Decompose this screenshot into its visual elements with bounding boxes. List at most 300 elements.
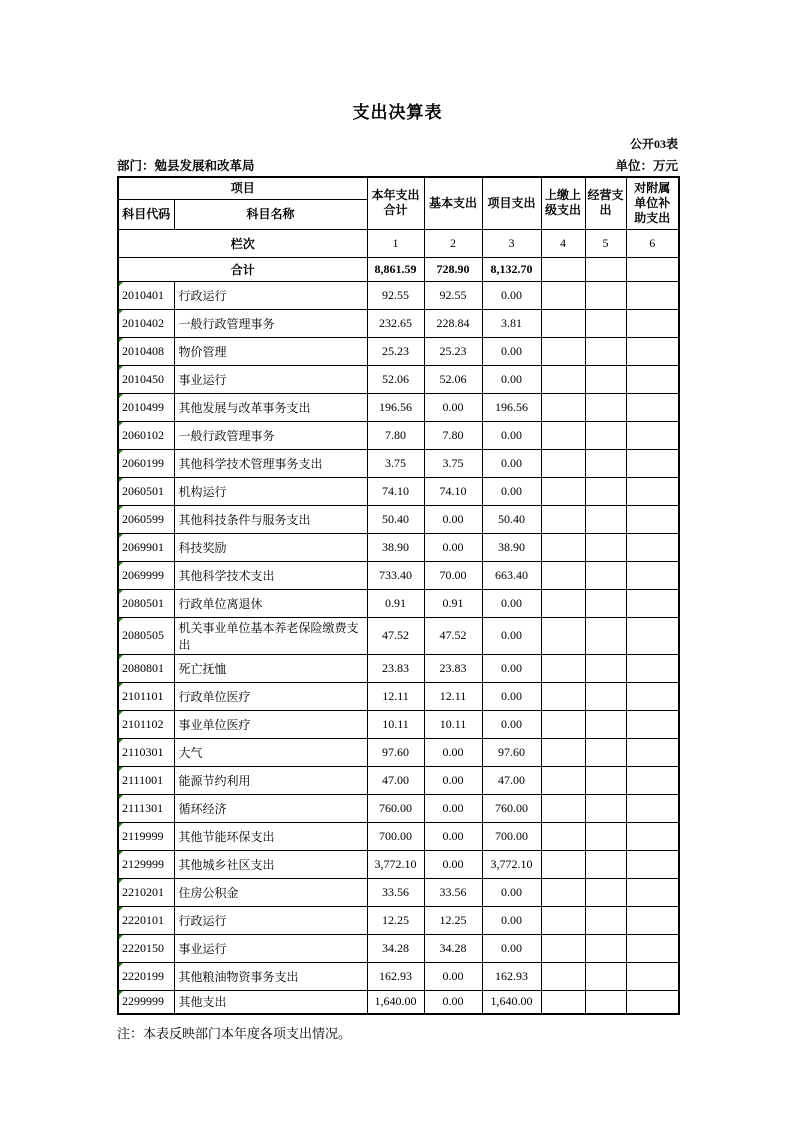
value-upper — [541, 682, 585, 710]
header-subject-code: 科目代码 — [118, 199, 174, 229]
value-operating — [585, 421, 626, 449]
subject-name: 机构运行 — [174, 477, 367, 505]
table-row — [118, 822, 679, 850]
subject-name: 事业运行 — [174, 934, 367, 962]
doc-code-label: 公开03表 — [629, 137, 678, 151]
excel-flag-icon — [119, 562, 123, 566]
value-subsidy — [626, 878, 679, 906]
value-operating — [585, 533, 626, 561]
value-upper — [541, 906, 585, 934]
header-col-subsidy: 对附属单位补助支出 — [626, 177, 679, 229]
table-row — [118, 990, 679, 1014]
subject-code: 2010450 — [122, 371, 164, 386]
excel-flag-icon — [119, 655, 123, 659]
table-body — [118, 281, 679, 1014]
excel-flag-icon — [119, 991, 123, 995]
table-row — [118, 477, 679, 505]
excel-flag-icon — [119, 338, 123, 342]
subject-code: 2010402 — [122, 315, 164, 330]
column-index-label: 栏次 — [118, 229, 367, 257]
subject-code-cell — [118, 682, 174, 710]
value-upper — [541, 477, 585, 505]
subject-name: 行政运行 — [174, 281, 367, 309]
value-current-total: 34.28 — [367, 934, 424, 962]
excel-flag-icon — [119, 851, 123, 855]
value-operating — [585, 365, 626, 393]
value-basic: 34.28 — [424, 934, 482, 962]
excel-flag-icon — [119, 711, 123, 715]
value-current-total: 33.56 — [367, 878, 424, 906]
value-current-total: 47.00 — [367, 766, 424, 794]
value-upper — [541, 337, 585, 365]
value-current-total: 162.93 — [367, 962, 424, 990]
excel-flag-icon — [119, 422, 123, 426]
table-row — [118, 533, 679, 561]
value-operating — [585, 990, 626, 1014]
value-basic: 23.83 — [424, 654, 482, 682]
subject-code-cell — [118, 589, 174, 617]
value-current-total: 38.90 — [367, 533, 424, 561]
value-project: 97.60 — [482, 738, 541, 766]
value-current-total: 760.00 — [367, 794, 424, 822]
value-upper — [541, 934, 585, 962]
subject-code: 2220199 — [122, 968, 164, 983]
department-label: 部门：勉县发展和改革局 — [117, 159, 255, 173]
subject-code-cell — [118, 617, 174, 654]
value-project: 3.81 — [482, 309, 541, 337]
value-upper — [541, 962, 585, 990]
header-row-1 — [118, 177, 679, 199]
value-project: 50.40 — [482, 505, 541, 533]
subject-name: 其他科学技术支出 — [174, 561, 367, 589]
total-label: 合计 — [118, 257, 367, 281]
value-upper — [541, 589, 585, 617]
excel-flag-icon — [119, 450, 123, 454]
subject-name: 其他粮油物资事务支出 — [174, 962, 367, 990]
value-basic: 228.84 — [424, 309, 482, 337]
table-row — [118, 878, 679, 906]
value-upper — [541, 449, 585, 477]
value-subsidy — [626, 654, 679, 682]
value-operating — [585, 281, 626, 309]
subject-code-cell — [118, 934, 174, 962]
excel-flag-icon — [119, 963, 123, 967]
value-subsidy — [626, 850, 679, 878]
table-row — [118, 505, 679, 533]
subject-name: 其他科技条件与服务支出 — [174, 505, 367, 533]
value-current-total: 23.83 — [367, 654, 424, 682]
value-upper — [541, 822, 585, 850]
value-upper — [541, 281, 585, 309]
value-current-total: 74.10 — [367, 477, 424, 505]
table-row — [118, 617, 679, 654]
value-basic: 0.00 — [424, 393, 482, 421]
value-subsidy — [626, 309, 679, 337]
value-project: 0.00 — [482, 617, 541, 654]
table-row — [118, 281, 679, 309]
subject-name: 物价管理 — [174, 337, 367, 365]
subject-code-cell — [118, 766, 174, 794]
value-project: 0.00 — [482, 421, 541, 449]
value-basic: 0.00 — [424, 738, 482, 766]
value-current-total: 92.55 — [367, 281, 424, 309]
value-operating — [585, 393, 626, 421]
subject-name: 其他科学技术管理事务支出 — [174, 449, 367, 477]
value-operating — [585, 850, 626, 878]
value-project: 0.00 — [482, 934, 541, 962]
column-index-1: 1 — [367, 229, 424, 257]
subject-code-cell — [118, 990, 174, 1014]
value-current-total: 700.00 — [367, 822, 424, 850]
subject-name: 住房公积金 — [174, 878, 367, 906]
value-operating — [585, 822, 626, 850]
subject-name: 事业单位医疗 — [174, 710, 367, 738]
table-header — [118, 177, 679, 281]
value-basic: 92.55 — [424, 281, 482, 309]
table-row — [118, 710, 679, 738]
value-upper — [541, 393, 585, 421]
column-index-2: 2 — [424, 229, 482, 257]
excel-flag-icon — [119, 879, 123, 883]
value-operating — [585, 906, 626, 934]
value-project: 663.40 — [482, 561, 541, 589]
subject-code: 2110301 — [122, 744, 164, 759]
table-row — [118, 421, 679, 449]
subject-code-cell — [118, 738, 174, 766]
table-row — [118, 393, 679, 421]
subject-name: 行政单位离退休 — [174, 589, 367, 617]
total-value-6 — [626, 257, 679, 281]
subject-code: 2210201 — [122, 884, 164, 899]
subject-code-cell — [118, 309, 174, 337]
subject-code-cell — [118, 962, 174, 990]
subject-code: 2101102 — [122, 716, 164, 731]
value-current-total: 196.56 — [367, 393, 424, 421]
excel-flag-icon — [119, 823, 123, 827]
table-row — [118, 962, 679, 990]
value-subsidy — [626, 962, 679, 990]
value-current-total: 3.75 — [367, 449, 424, 477]
value-operating — [585, 505, 626, 533]
value-subsidy — [626, 365, 679, 393]
value-subsidy — [626, 906, 679, 934]
value-basic: 52.06 — [424, 365, 482, 393]
subject-name: 一般行政管理事务 — [174, 309, 367, 337]
subject-code: 2220150 — [122, 940, 164, 955]
value-upper — [541, 766, 585, 794]
value-project: 1,640.00 — [482, 990, 541, 1014]
value-subsidy — [626, 505, 679, 533]
header-col-total: 本年支出合计 — [367, 177, 424, 229]
value-operating — [585, 934, 626, 962]
value-upper — [541, 654, 585, 682]
subject-code: 2060599 — [122, 511, 164, 526]
table-row — [118, 682, 679, 710]
subject-code-cell — [118, 794, 174, 822]
value-operating — [585, 794, 626, 822]
value-basic: 10.11 — [424, 710, 482, 738]
value-project: 0.00 — [482, 906, 541, 934]
subject-code: 2010401 — [122, 287, 164, 302]
table-row — [118, 309, 679, 337]
value-subsidy — [626, 766, 679, 794]
value-upper — [541, 365, 585, 393]
subject-code: 2060102 — [122, 427, 164, 442]
value-subsidy — [626, 710, 679, 738]
total-value-4 — [541, 257, 585, 281]
subject-name: 机关事业单位基本养老保险缴费支出 — [174, 617, 367, 654]
value-basic: 0.00 — [424, 766, 482, 794]
subject-code: 2111301 — [122, 800, 164, 815]
value-operating — [585, 738, 626, 766]
value-project: 700.00 — [482, 822, 541, 850]
excel-flag-icon — [119, 590, 123, 594]
table-row — [118, 850, 679, 878]
value-basic: 0.00 — [424, 533, 482, 561]
header-project-group: 项目 — [118, 177, 367, 199]
value-subsidy — [626, 617, 679, 654]
value-upper — [541, 309, 585, 337]
subject-code: 2060199 — [122, 455, 164, 470]
value-basic: 0.00 — [424, 990, 482, 1014]
value-basic: 3.75 — [424, 449, 482, 477]
subject-code-cell — [118, 654, 174, 682]
value-operating — [585, 449, 626, 477]
value-current-total: 733.40 — [367, 561, 424, 589]
value-current-total: 97.60 — [367, 738, 424, 766]
value-current-total: 10.11 — [367, 710, 424, 738]
total-value-2: 728.90 — [424, 257, 482, 281]
value-upper — [541, 710, 585, 738]
page-title: 支出决算表 — [352, 103, 443, 123]
expenditure-table — [117, 176, 680, 1015]
value-subsidy — [626, 561, 679, 589]
column-index-4: 4 — [541, 229, 585, 257]
meta-row — [117, 156, 678, 174]
subject-code-cell — [118, 850, 174, 878]
subject-code: 2010499 — [122, 399, 164, 414]
value-subsidy — [626, 421, 679, 449]
table-row — [118, 449, 679, 477]
value-subsidy — [626, 738, 679, 766]
value-project: 3,772.10 — [482, 850, 541, 878]
total-value-5 — [585, 257, 626, 281]
value-subsidy — [626, 281, 679, 309]
table-row — [118, 654, 679, 682]
column-index-6: 6 — [626, 229, 679, 257]
value-basic: 12.25 — [424, 906, 482, 934]
table-row — [118, 906, 679, 934]
value-current-total: 12.11 — [367, 682, 424, 710]
value-current-total: 12.25 — [367, 906, 424, 934]
value-project: 38.90 — [482, 533, 541, 561]
total-row — [118, 257, 679, 281]
value-project: 0.00 — [482, 654, 541, 682]
value-current-total: 47.52 — [367, 617, 424, 654]
value-current-total: 0.91 — [367, 589, 424, 617]
value-basic: 0.00 — [424, 822, 482, 850]
value-subsidy — [626, 589, 679, 617]
value-basic: 0.00 — [424, 505, 482, 533]
subject-code-cell — [118, 533, 174, 561]
document-content — [117, 98, 678, 1042]
column-index-5: 5 — [585, 229, 626, 257]
value-subsidy — [626, 393, 679, 421]
header-subject-name: 科目名称 — [174, 199, 367, 229]
value-current-total: 25.23 — [367, 337, 424, 365]
total-value-1: 8,861.59 — [367, 257, 424, 281]
subject-code: 2080505 — [122, 628, 164, 642]
value-operating — [585, 337, 626, 365]
value-current-total: 50.40 — [367, 505, 424, 533]
value-project: 0.00 — [482, 878, 541, 906]
value-operating — [585, 766, 626, 794]
value-subsidy — [626, 533, 679, 561]
value-upper — [541, 617, 585, 654]
subject-code-cell — [118, 505, 174, 533]
header-col-basic: 基本支出 — [424, 177, 482, 229]
value-upper — [541, 794, 585, 822]
subject-code-cell — [118, 878, 174, 906]
excel-flag-icon — [119, 478, 123, 482]
value-current-total: 52.06 — [367, 365, 424, 393]
excel-flag-icon — [119, 394, 123, 398]
value-project: 196.56 — [482, 393, 541, 421]
excel-flag-icon — [119, 767, 123, 771]
subject-name: 其他节能环保支出 — [174, 822, 367, 850]
subject-code: 2010408 — [122, 343, 164, 358]
value-project: 0.00 — [482, 589, 541, 617]
value-project: 0.00 — [482, 477, 541, 505]
value-upper — [541, 850, 585, 878]
table-row — [118, 738, 679, 766]
subject-name: 科技奖励 — [174, 533, 367, 561]
value-operating — [585, 477, 626, 505]
subject-code-cell — [118, 281, 174, 309]
excel-flag-icon — [119, 366, 123, 370]
table-row — [118, 365, 679, 393]
subject-code: 2220101 — [122, 912, 164, 927]
subject-code: 2080801 — [122, 660, 164, 675]
subject-code-cell — [118, 365, 174, 393]
value-upper — [541, 561, 585, 589]
value-basic: 33.56 — [424, 878, 482, 906]
value-subsidy — [626, 934, 679, 962]
subject-name: 其他发展与改革事务支出 — [174, 393, 367, 421]
subject-code-cell — [118, 449, 174, 477]
value-operating — [585, 878, 626, 906]
excel-flag-icon — [119, 907, 123, 911]
table-row — [118, 934, 679, 962]
value-basic: 0.91 — [424, 589, 482, 617]
subject-name: 行政单位医疗 — [174, 682, 367, 710]
value-upper — [541, 738, 585, 766]
table-row — [118, 337, 679, 365]
value-upper — [541, 421, 585, 449]
subject-code-cell — [118, 337, 174, 365]
excel-flag-icon — [119, 282, 123, 286]
excel-flag-icon — [119, 935, 123, 939]
value-current-total: 7.80 — [367, 421, 424, 449]
subject-name: 死亡抚恤 — [174, 654, 367, 682]
value-operating — [585, 962, 626, 990]
value-project: 162.93 — [482, 962, 541, 990]
total-value-3: 8,132.70 — [482, 257, 541, 281]
value-subsidy — [626, 682, 679, 710]
table-row — [118, 561, 679, 589]
value-operating — [585, 682, 626, 710]
value-basic: 70.00 — [424, 561, 482, 589]
excel-flag-icon — [119, 310, 123, 314]
subject-name: 其他支出 — [174, 990, 367, 1014]
value-project: 0.00 — [482, 281, 541, 309]
table-row — [118, 794, 679, 822]
value-subsidy — [626, 337, 679, 365]
subject-name: 事业运行 — [174, 365, 367, 393]
value-basic: 12.11 — [424, 682, 482, 710]
subject-code-cell — [118, 710, 174, 738]
value-project: 47.00 — [482, 766, 541, 794]
subject-code-cell — [118, 393, 174, 421]
value-basic: 0.00 — [424, 794, 482, 822]
subject-code: 2101101 — [122, 688, 164, 703]
subject-code: 2060501 — [122, 483, 164, 498]
value-project: 760.00 — [482, 794, 541, 822]
value-project: 0.00 — [482, 449, 541, 477]
value-subsidy — [626, 477, 679, 505]
header-col-project: 项目支出 — [482, 177, 541, 229]
value-basic: 7.80 — [424, 421, 482, 449]
value-basic: 0.00 — [424, 850, 482, 878]
value-operating — [585, 617, 626, 654]
excel-flag-icon — [119, 683, 123, 687]
subject-code: 2069999 — [122, 567, 164, 582]
value-operating — [585, 561, 626, 589]
subject-code-cell — [118, 822, 174, 850]
value-basic: 25.23 — [424, 337, 482, 365]
table-row — [118, 589, 679, 617]
subject-code: 2129999 — [122, 856, 164, 871]
subject-code: 2080501 — [122, 595, 164, 610]
excel-flag-icon — [119, 534, 123, 538]
subject-name: 能源节约利用 — [174, 766, 367, 794]
column-index-3: 3 — [482, 229, 541, 257]
column-index-row — [118, 229, 679, 257]
value-current-total: 3,772.10 — [367, 850, 424, 878]
value-operating — [585, 309, 626, 337]
excel-flag-icon — [119, 795, 123, 799]
value-operating — [585, 589, 626, 617]
excel-flag-icon — [119, 506, 123, 510]
value-basic: 0.00 — [424, 962, 482, 990]
subject-code: 2119999 — [122, 828, 164, 843]
value-subsidy — [626, 449, 679, 477]
subject-name: 行政运行 — [174, 906, 367, 934]
value-current-total: 232.65 — [367, 309, 424, 337]
value-upper — [541, 505, 585, 533]
value-operating — [585, 710, 626, 738]
value-project: 0.00 — [482, 710, 541, 738]
subject-code: 2111001 — [122, 772, 164, 787]
excel-flag-icon — [119, 618, 123, 622]
value-project: 0.00 — [482, 682, 541, 710]
value-subsidy — [626, 822, 679, 850]
value-project: 0.00 — [482, 365, 541, 393]
value-subsidy — [626, 794, 679, 822]
header-col-operating: 经营支出 — [585, 177, 626, 229]
value-operating — [585, 654, 626, 682]
value-upper — [541, 990, 585, 1014]
